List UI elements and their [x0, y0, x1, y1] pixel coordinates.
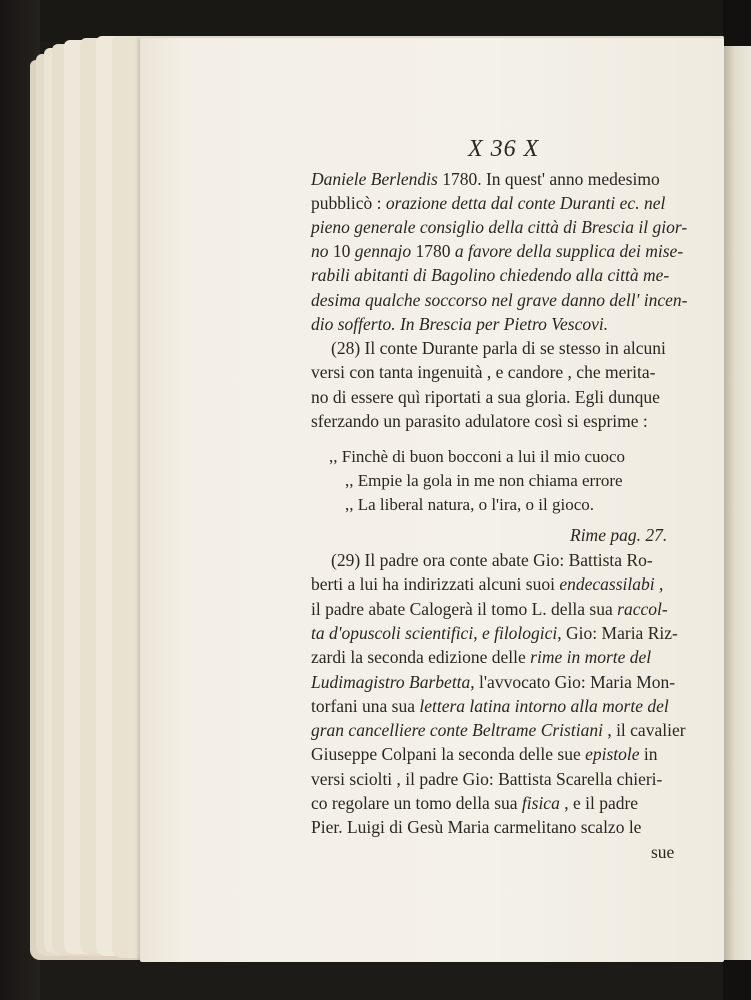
- text-segment: , e il padre: [559, 793, 639, 813]
- text-segment: torfani una sua: [311, 696, 420, 716]
- text-line: [311, 719, 686, 741]
- text-line: [311, 768, 662, 790]
- text-segment: sue: [651, 842, 675, 862]
- text-segment: no di essere quì riportati a sua gloria. Egli dunque: [311, 387, 660, 407]
- text-segment: 1780: [415, 241, 451, 261]
- text-segment: dio sofferto. In Brescia per Pietro Vescovi.: [311, 314, 609, 334]
- text-segment: il padre abate Calogerà il tomo L. della sua: [311, 599, 618, 619]
- text-segment: ,: [473, 623, 482, 643]
- text-line: [570, 524, 667, 546]
- text-segment: fisica: [521, 793, 560, 813]
- text-segment: Daniele Berlendis: [311, 169, 438, 189]
- text-segment: versi sciolti , il padre Gio: Battista Scarella chieri-: [311, 769, 663, 789]
- page-text-block: [311, 0, 691, 1000]
- text-line: [345, 470, 623, 492]
- text-segment: , l'avvocato Gio: Maria Mon-: [470, 672, 676, 692]
- text-segment: epistole: [585, 744, 640, 764]
- text-line: [311, 573, 663, 595]
- text-segment: Giuseppe Colpani la seconda delle sue: [311, 744, 586, 764]
- text-segment: rabili abitanti di Bagolino chiedendo alla città me-: [311, 265, 670, 285]
- text-segment: desima qualche soccorso nel grave danno dell' incen-: [311, 290, 688, 310]
- text-segment: ,: [654, 574, 664, 594]
- text-segment: pieno generale consiglio della città di Brescia il gior-: [311, 217, 688, 237]
- text-line: [311, 216, 687, 238]
- text-segment: , il cavalier: [602, 720, 686, 740]
- text-line: [311, 192, 665, 214]
- text-segment: (28) Il conte Durante parla di se stesso in alcuni: [331, 338, 666, 358]
- text-segment: Rime pag. 27.: [570, 525, 668, 545]
- text-line: [311, 671, 675, 693]
- text-segment: Ludimagistro Barbetta: [311, 672, 471, 692]
- text-segment: rime in morte del: [530, 647, 652, 667]
- text-segment: ta d'opuscoli scientifici: [311, 623, 474, 643]
- text-segment: 10: [332, 241, 351, 261]
- text-line: [345, 494, 594, 516]
- text-segment: co regolare un tomo della sua: [311, 793, 522, 813]
- text-line: [311, 622, 678, 644]
- text-line: [311, 598, 668, 620]
- text-line: [311, 361, 656, 383]
- text-segment: Pier. Luigi di Gesù Maria carmelitano scalzo le: [311, 817, 642, 837]
- text-segment: ,, Finchè di buon bocconi a lui il mio cuoco: [329, 447, 626, 466]
- text-line: [311, 410, 648, 432]
- text-line: [329, 446, 625, 468]
- text-segment: e filologici: [481, 623, 558, 643]
- text-line: [311, 646, 651, 668]
- text-segment: pubblicò :: [311, 193, 386, 213]
- text-line: [331, 337, 666, 359]
- page-number-header: X 36 X: [468, 136, 540, 162]
- text-line: [331, 549, 653, 571]
- text-line: [311, 313, 608, 335]
- text-line: [311, 386, 660, 408]
- text-line: [311, 240, 683, 262]
- text-line: [311, 816, 641, 838]
- text-segment: , Gio: Maria Riz-: [557, 623, 678, 643]
- text-line: [311, 743, 658, 765]
- text-segment: raccol-: [617, 599, 668, 619]
- text-segment: ,, Empie la gola in me non chiama errore: [345, 471, 623, 490]
- text-segment: a favore della supplica dei mise-: [450, 241, 684, 261]
- text-segment: (29) Il padre ora conte abate Gio: Battista Ro-: [331, 550, 653, 570]
- text-segment: gran cancelliere conte Beltrame Cristiani: [311, 720, 603, 740]
- text-segment: in: [639, 744, 658, 764]
- text-line: [311, 264, 669, 286]
- text-segment: orazione detta dal conte Duranti ec. nel: [385, 193, 666, 213]
- text-line: [311, 168, 660, 190]
- text-segment: lettera latina intorno alla morte del: [419, 696, 669, 716]
- text-line: [311, 289, 688, 311]
- text-segment: sferzando un parasito adulatore così si esprime :: [311, 411, 648, 431]
- text-line: [311, 792, 638, 814]
- text-segment: gennajo: [350, 241, 416, 261]
- text-line: [651, 841, 674, 863]
- text-segment: no: [311, 241, 333, 261]
- facing-page-edge: [724, 46, 751, 960]
- text-segment: zardi la seconda edizione delle: [311, 647, 531, 667]
- text-segment: versi con tanta ingenuità , e candore , che merita-: [311, 362, 656, 382]
- text-segment: berti a lui ha indirizzati alcuni suoi: [311, 574, 560, 594]
- text-segment: ,, La liberal natura, o l'ira, o il gioco.: [345, 495, 595, 514]
- text-segment: 1780. In quest' anno medesimo: [437, 169, 660, 189]
- text-line: [311, 695, 669, 717]
- text-segment: endecassilabi: [559, 574, 655, 594]
